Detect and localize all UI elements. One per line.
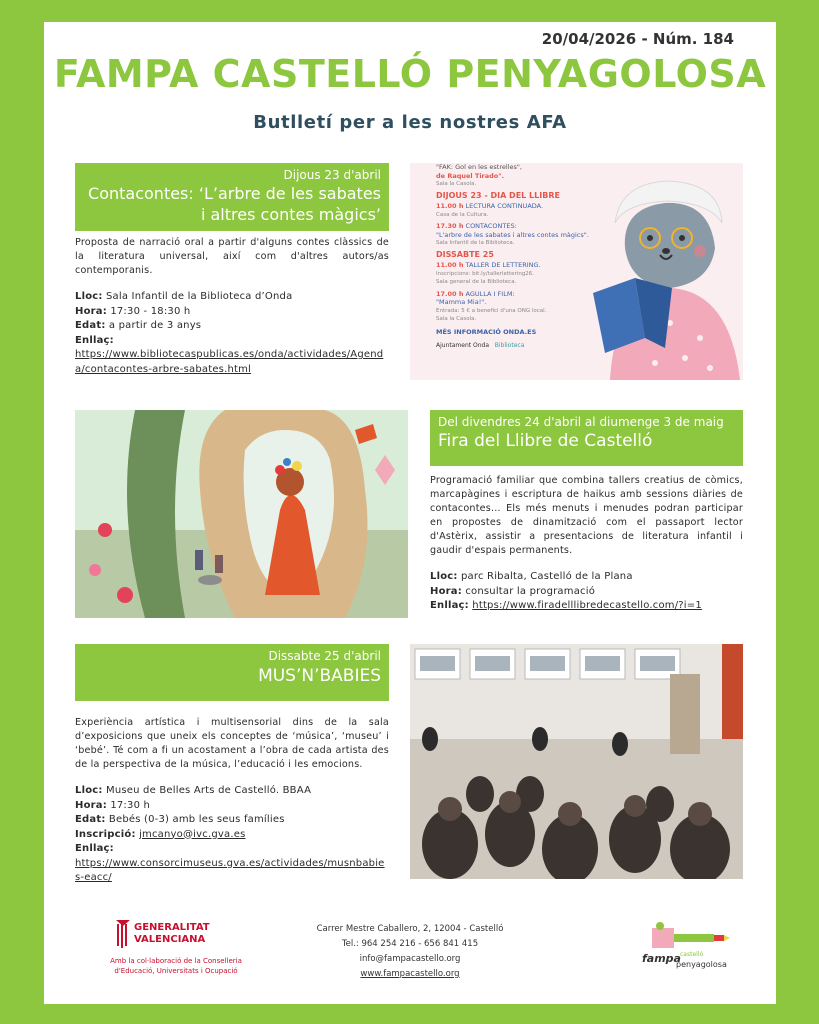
- event1-age: a partir de 3 anys: [108, 320, 202, 331]
- gv-collaboration-text: Amb la col·laboració de la Conselleria d'Educació, Universitats i Ocupació: [110, 957, 242, 975]
- poster1-item2-time: 17.30 h: [436, 222, 464, 230]
- poster1-item4: AGULLA I FILM:: [465, 289, 515, 298]
- event2-illustration: [75, 410, 408, 618]
- poster1-item1-place: Casa de la Cultura.: [436, 211, 489, 218]
- event3-name: MUS’N’BABIES: [258, 666, 381, 686]
- event1-name: Contacontes: ‘L’arbre de les sabates i altres contes màgics’: [88, 184, 381, 224]
- poster1-item4b: "Mamma Mia!".: [436, 298, 487, 306]
- event3-signup-email[interactable]: jmcanyo@ivc.gva.es: [139, 828, 246, 840]
- poster1-item3-time: 11.00 h: [436, 261, 464, 269]
- poster1-day23: DIJOUS 23 - DIA DEL LLIBRE: [436, 190, 560, 200]
- event3-time-label: Hora:: [75, 799, 107, 811]
- poster1-item4-note: Entrada: 5 € a benefici d'una ONG local.: [436, 307, 547, 314]
- event2-time-label: Hora:: [430, 585, 462, 597]
- footer-contact: [260, 922, 560, 982]
- newsletter-page: [44, 22, 776, 1004]
- issue-number: 20/04/2026 - Núm. 184: [541, 30, 734, 48]
- poster1-line3: Sala la Casola.: [436, 181, 477, 187]
- fampa-logo-text: fampa: [642, 952, 681, 965]
- poster1-item3-place: Sala general de la Biblioteca.: [436, 279, 517, 285]
- event1-poster: [410, 163, 743, 380]
- event3-age-label: Edat:: [75, 814, 106, 825]
- gv-name-line2: VALENCIANA: [134, 934, 206, 945]
- event3-place: Museu de Belles Arts de Castelló. BBAA: [106, 785, 312, 796]
- event2-text: [430, 474, 743, 614]
- poster1-item2b: "L'arbre de les sabates i altres contes màgics".: [436, 230, 589, 239]
- event3-date: Dissabte 25 d'abril: [268, 649, 381, 663]
- gv-emblem-icon: [116, 920, 130, 950]
- wolf-grandma-illustration: [410, 163, 743, 380]
- fampa-logo-name: penyagolosa: [676, 960, 727, 969]
- event3-time: 17:30 h: [110, 799, 151, 811]
- poster1-item2: CONTACONTES:: [465, 222, 517, 230]
- poster1-line2: de Raquel Tirado".: [436, 171, 505, 180]
- gv-name-line1: GENERALITAT: [134, 922, 210, 933]
- event2-time: consultar la programació: [465, 585, 596, 597]
- event2-place: parc Ribalta, Castelló de la Plana: [461, 571, 633, 582]
- event3-link[interactable]: https://www.consorcimuseus.gva.es/actividades/musnbabies-eacc/: [75, 857, 385, 883]
- poster1-item4-place: Sala la Casola.: [436, 316, 477, 322]
- book-fair-illustration: [75, 410, 408, 618]
- museum-babies-photo: [410, 644, 743, 879]
- event1-text: [75, 236, 389, 377]
- event1-date: Dijous 23 d'abril: [283, 168, 381, 182]
- event2-link-label: Enllaç:: [430, 600, 469, 611]
- poster1-item2-place: Sala Infantil de la Biblioteca.: [436, 240, 515, 246]
- poster1-item3-note: Inscripcions: bit.ly/tallerlettering26.: [436, 270, 535, 277]
- event1-info: [75, 290, 389, 377]
- event1-age-label: Edat:: [75, 320, 106, 331]
- fampa-logo: [638, 918, 738, 978]
- poster1-day25: DISSABTE 25: [436, 249, 494, 259]
- poster1-line1: "FAK: Gol en les estrelles",: [436, 163, 522, 171]
- poster1-library-logo: Biblioteca: [494, 342, 525, 349]
- event1-place-label: Lloc:: [75, 291, 103, 302]
- newsletter-title: FAMPA CASTELLÓ PENYAGOLOSA: [53, 52, 767, 96]
- event2-name: Fira del Llibre de Castelló: [438, 431, 653, 451]
- event2-info: [430, 570, 743, 614]
- event2-date: Del divendres 24 d'abril al diumenge 3 de maig: [438, 415, 724, 429]
- poster1-more-info: MÉS INFORMACIÓ ONDA.ES: [436, 327, 537, 336]
- poster1-item1-time: 11.00 h: [436, 202, 464, 210]
- event2-link[interactable]: https://www.firadelllibredecastello.com/?i=1: [472, 600, 702, 611]
- event1-time: 17:30 - 18:30 h: [110, 305, 191, 317]
- event2-description: Programació familiar que combina tallers creatius de còmics, marcapàgines i escriptura de haikus amb sessions diàries de contacontes... Els més menuts i menudes podran participar en propostes de dinamització com el passaport lector d'Astèrix, assistir a presentacions de literatura infantil i gaudir d'espais permanents.: [430, 475, 743, 556]
- event1-description: Proposta de narració oral a partir d'alguns contes clàssics de la literatura universal, així com d'altres autors/as contemporanis.: [75, 237, 389, 276]
- event3-signup-label: Inscripció:: [75, 828, 136, 840]
- fampa-logo-sub: castelló: [680, 951, 704, 958]
- newsletter-subtitle: Butlletí per a les nostres AFA: [253, 112, 567, 133]
- footer-email: info@fampacastello.org: [359, 954, 461, 964]
- poster1-onda-logo: Ajuntament Onda: [436, 342, 490, 349]
- event1-place: Sala Infantil de la Biblioteca d’Onda: [106, 291, 293, 302]
- event3-text: [75, 716, 389, 886]
- event1-link-label: Enllaç:: [75, 334, 114, 346]
- event3-place-label: Lloc:: [75, 785, 103, 796]
- poster1-item3: TALLER DE LETTERING.: [465, 261, 541, 269]
- footer-phone: Tel.: 964 254 216 - 656 841 415: [341, 939, 479, 949]
- footer-website-link[interactable]: www.fampacastello.org: [360, 969, 460, 979]
- event3-age: Bebés (0-3) amb les seus famílies: [108, 814, 285, 825]
- poster1-item1: LECTURA CONTINUADA.: [465, 202, 544, 210]
- event2-place-label: Lloc:: [430, 571, 458, 582]
- event3-description: Experiència artística i multisensorial dins de la sala d’exposicions que uneix els conceptes de ‘música’, ‘museu’ i ‘bebé’. Té com a fi un acostament a l’obra de cada artista des de la perspectiva de la música, l’educació i les emocions.: [75, 717, 389, 770]
- footer-address: Carrer Mestre Caballero, 2, 12004 - Castelló: [316, 924, 504, 934]
- event3-link-label: Enllaç:: [75, 843, 114, 854]
- event1-banner: [75, 163, 389, 231]
- event2-banner: [430, 410, 743, 466]
- event1-link[interactable]: https://www.bibliotecaspublicas.es/onda/actividades/Agenda/contacontes-arbre-sabates.html: [75, 349, 384, 375]
- poster1-item4-time: 17.00 h: [436, 289, 464, 298]
- event3-info: [75, 784, 389, 886]
- event3-photo: [410, 644, 743, 879]
- event1-time-label: Hora:: [75, 305, 107, 317]
- event3-banner: [75, 644, 389, 701]
